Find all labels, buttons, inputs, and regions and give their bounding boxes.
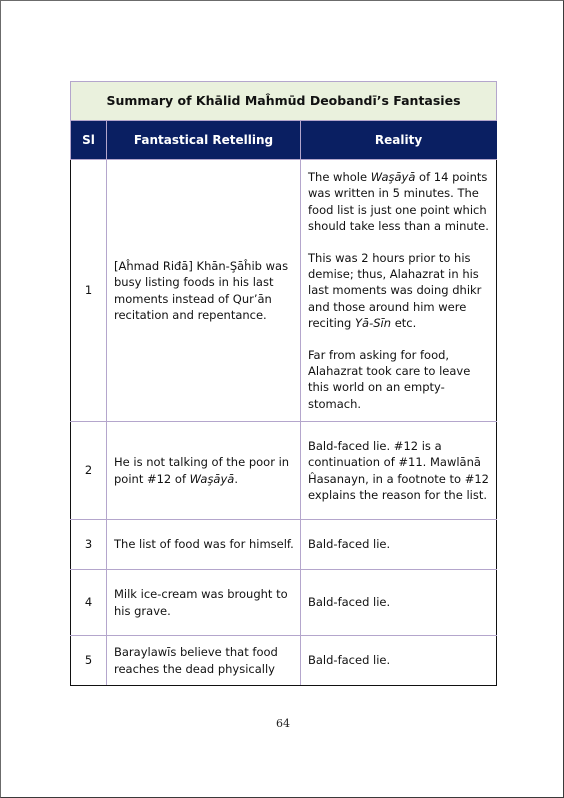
summary-table [70,81,497,686]
reality-paragraph [308,169,490,234]
reality-text: etc. [391,315,417,330]
reality-paragraph: Far from asking for food, Alahazrat took care to leave this world on an empty-stomach. [308,348,471,411]
retelling-cell: Baraylawīs believe that food reaches the dead physically [107,636,301,686]
retelling-cell: Milk ice-cream was brought to his grave. [107,570,301,636]
reality-cell: Bald-faced lie. [301,636,497,686]
table-row [71,520,497,570]
row-number: 1 [71,160,107,422]
table-title: Summary of Khālid Maĥmūd Deobandī’s Fantasies [71,82,497,121]
table-row [71,160,497,422]
reality-text: This was 2 hours prior to his demise; thus, Alahazrat in his last moments was doing dhikr and those around him were reciting [308,250,482,330]
table-title-row [71,82,497,121]
reality-cell: Bald-faced lie. [301,570,497,636]
table-header-row [71,121,497,160]
reality-italic-text: Yā-Sīn [355,315,392,330]
retelling-text [114,454,294,486]
reality-paragraph [308,250,490,331]
retelling-text-part: . [234,471,238,486]
retelling-text-part: He is not talking of the poor in point #12 of [114,455,290,486]
retelling-text: [Aĥmad Riđā] Khān-Şāĥib was busy listing foods in his last moments instead of Qur’ān recitation and repentance. [114,259,289,322]
table-row [71,422,497,520]
table-row [71,636,497,686]
retelling-cell [107,422,301,520]
reality-text: Bald-faced lie. #12 is a continuation of #11. Mawlānā Ĥasanayn, in a footnote to #12 explains the reason for the list. [308,439,489,502]
row-number: 3 [71,520,107,570]
column-header-retelling: Fantastical Retelling [107,121,301,160]
row-number: 4 [71,570,107,636]
row-number: 2 [71,422,107,520]
column-header-reality: Reality [301,121,497,160]
retelling-cell: The list of food was for himself. [107,520,301,570]
table-row [71,570,497,636]
reality-text: The whole [308,170,371,185]
reality-cell [301,422,497,520]
row-number: 5 [71,636,107,686]
reality-cell: Bald-faced lie. [301,520,497,570]
column-header-sl: Sl [71,121,107,160]
page-number: 64 [276,717,290,730]
reality-cell [301,160,497,422]
retelling-italic-text: Waşāyā [189,471,235,486]
retelling-cell [107,160,301,422]
reality-text: of 14 points was written in 5 minutes. The food list is just one point which should take less than a minute. [308,170,489,233]
reality-italic-text: Waşāyā [370,170,416,185]
